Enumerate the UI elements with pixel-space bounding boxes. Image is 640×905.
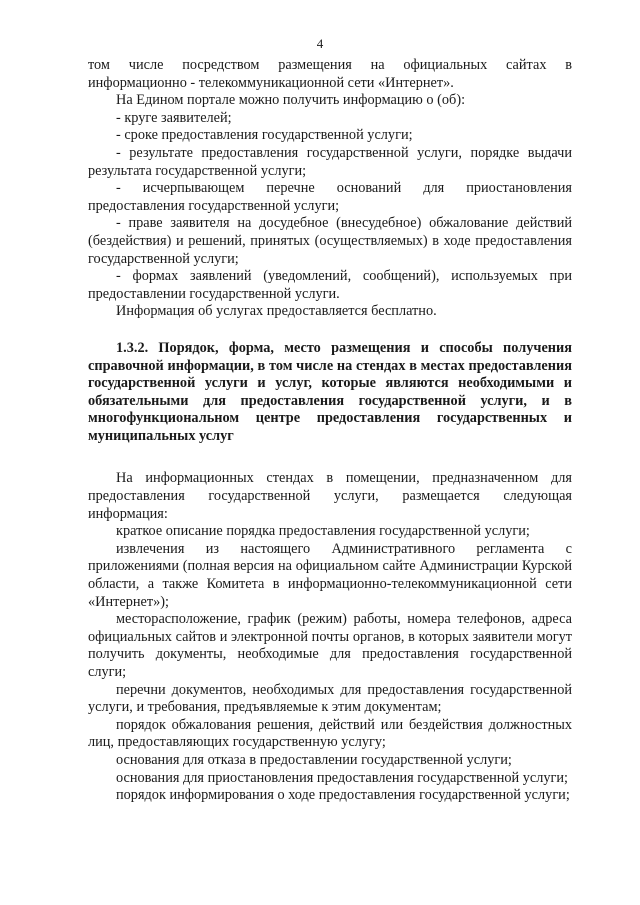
- portal-list-item: - праве заявителя на досудебное (внесудебное) обжалование действий (бездействия) и решений, принятых (осуществляемых) в ходе предоставления государственной услуги;: [88, 215, 572, 267]
- document-body: [88, 57, 572, 805]
- intro-line-1: том числе посредством размещения на официальных сайтах в: [88, 57, 572, 73]
- stands-list-item: краткое описание порядка предоставления государственной услуги;: [116, 523, 530, 540]
- stands-intro-text: На информационных стендах в помещении, предназначенном для предоставления государственной услуги, размещается следующая информация:: [88, 470, 572, 522]
- portal-info-text: На Едином портале можно получить информацию о (об):: [116, 92, 466, 109]
- stands-list-item: месторасположение, график (режим) работы, номера телефонов, адреса официальных сайтов и электронной почты органов, в которых заявители могут получить документы, необходимые для предоставления государственной слуги;: [88, 611, 572, 680]
- stands-list-item: перечни документов, необходимых для предоставления государственной услуги, и требования, предъявляемые к этим документам;: [88, 681, 572, 716]
- free-info-text: Информация об услугах предоставляется бесплатно.: [116, 303, 437, 320]
- stands-list-item: порядок обжалования решения, действий или бездействия должностных лиц, предоставляющих государственную услугу;: [88, 716, 572, 751]
- intro-line-2: информационно - телекоммуникационной сети «Интернет».: [88, 74, 454, 91]
- stands-list-item: порядок информирования о ходе предоставления государственной услуги;: [116, 787, 570, 804]
- portal-list-item: - формах заявлений (уведомлений, сообщений), используемых при предоставлении государственной услуги.: [88, 268, 572, 302]
- stands-list-item: основания для приостановления предоставления государственной услуги;: [116, 769, 569, 786]
- page-number: 4: [316, 36, 324, 51]
- stands-list-item: извлечения из настоящего Административного регламента с приложениями (полная версия на официальном сайте Администрации Курской области, а также Комитета в информационно-телекоммуникационной сети «Интернет»);: [88, 540, 572, 610]
- portal-list-item: - результате предоставления государственной услуги, порядке выдачи результата государственной услуги;: [88, 144, 572, 179]
- section-heading: 1.3.2. Порядок, форма, место размещения и способы получения справочной информации, в том числе на стендах в местах предоставления государственной услуги и услуг, которые являются необходимыми и обязательными для предоставления государственной услуги, и в многофункциональном центре предоставления государственных и муниципальных услуг: [88, 339, 572, 444]
- portal-list-item: - исчерпывающем перечне оснований для приостановления предоставления государственной услуги;: [88, 180, 572, 214]
- stands-list-item: основания для отказа в предоставлении государственной услуги;: [116, 751, 512, 768]
- portal-list-item: - сроке предоставления государственной услуги;: [116, 127, 413, 144]
- portal-list-item: - круге заявителей;: [116, 109, 232, 126]
